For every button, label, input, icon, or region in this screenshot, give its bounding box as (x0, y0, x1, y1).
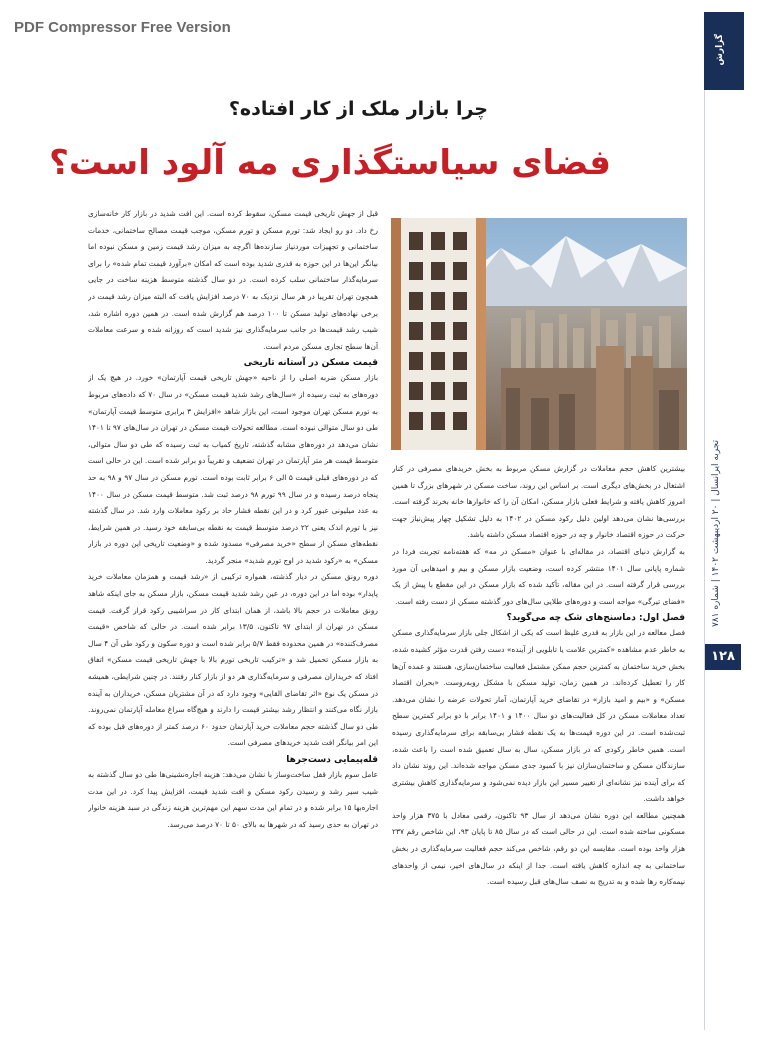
watermark-text: PDF Compressor Free Version (14, 19, 231, 36)
paragraph: دوره رونق مسکن در دیار گذشته، همواره ترکیبی از «رشد قیمت و همزمان معاملات خرید پایدار» بوده اما در این دوره، در عین رشد شدید قیمت مسکن، بازار مسکن به جای اینکه شاهد رونق معاملات در حجم بالا باشد، از همان ابتدای کار در سراشیبی رکود قرار گرفت. قیمت مسکن در تهران از ابتدای ۹۷ تاکنون، ۱۳/۵ برابر شده است. در حالی که شاخص «قیمت مصرف‌کننده» در همین محدوده فقط ۵/۷ برابر شده است و دوره سکون و رکود طی آن ۴ سال به بازار مسکن تحمیل شد و «ترکیب تاریخی تورم بالا با جهش تاریخی قیمت مسکن» اتفاق افتاد که خریداران مصرفی و سرمایه‌گذاری هر دو از بازار کنار رفتند. در چنین شرایطی، همیشه در مسکن یک نوع «اثر تقاضای القایی» وجود دارد که در آن مشتریان مسکن، خریداران به آینده بازار نگاه می‌کنند و انتظار رشد بیشتر قیمت را دارند و هیچ‌گاه سراغ معامله آپارتمان نمی‌روند. طی دو سال گذشته حجم معاملات خرید آپارتمان حدود ۶۰ درصد کمتر از دوره‌های قبل بوده که این امر بیانگر افت شدید خریدهای مصرفی است. (88, 572, 378, 748)
section-tab-label: گزارش (715, 34, 725, 66)
kicker-title: چرا بازار ملک از کار افتاده؟ (228, 98, 488, 120)
paragraph: همچنین مطالعه این دوره نشان می‌دهد از سال ۹۳ تاکنون، رقمی معادل با ۳۷۵ هزار واحد مسکونی ساخته شده است. این در حالی است که در سال ۸۵ تا پایان ۹۳، این شاخص رقم ۲۳۷ هزار واحد بوده است. مقایسه این دو رقم، شاخص می‌کند حجم فعالیت سرمایه‌گذاری در بخش ساختمانی به چه اندازه کاهش یافته است. جدا از اینکه در سال‌های اخیر، نیمی از واحدهای نیمه‌کاره رها شده و به تدریج به نصف سال‌های قبل رسیده است. (392, 810, 685, 887)
paragraph: فصل معالعه در این بازار به قدری غلیظ است که یکی از اشکال جلی بازار سرمایه‌گذاری مسکن به خاطر عدم مشاهده «کمترین علامت یا تابلویی از آینده» دست رفتن قدرت مؤثر کشیده شده، بخش خرید ساختمان به کمترین حجم ممکن مشتمل فعالیت ساختمان‌سازی، هستند و عمده آن‌ها کار را تعطیل کرده‌اند. در همین زمان، تولید مسکن با مشکل روبه‌روست. «بحران اقتصاد مسکن» و «بیم و امید بازار» در تقاضای خرید آپارتمان، آمار تحولات عرضه را نشان می‌دهد. تعداد معاملات مسکن در کل فعالیت‌های دو سال ۱۴۰۰ و ۱۴۰۱ برابر با دو برابر کمترین سطح ثبت‌شده است. در این دوره قیمت‌ها به یک نقطه فشار بی‌سابقه برای سرمایه‌گذاری رسیده است. همین خاطر رکودی که در بازار مسکن، سال به سال تعمیق شده است را باعث شده، سازندگان مسکن و ساختمان‌سازان نیز با کمبود جدی مسکن مواجه شده‌اند. این روند نشان داد که برای آینده نیز نشانه‌ای از تغییر مسیر این بازار دیده نمی‌شود و سرمایه‌گذاری کاهش بیشتری خواهد داشت. (392, 628, 685, 804)
paragraph: قبل از جهش تاریخی قیمت مسکن، سقوط کرده است. این افت شدید در بازار کار خانه‌سازی رخ داد. دو رو ایجاد شد: تورم مسکن و تورم مسکن، موجب قیمت مصالح ساختمانی، خدمات ساختمانی و تجهیزات موردنیاز سازنده‌ها اگرچه به میزان رشد قیمت زمین و مسکن نبوده اما بیانگر این‌ها در این حوزه به قدری شدید بوده است که امکان «برآورد قیمت تمام شده» را برای سرمایه‌گذار ساختمانی سلب کرده است. در دو سال گذشته متوسط هزینه ساخت در جایی همچون تهران تقریبا در هر سال نزدیک به ۷۰ درصد افزایش یافت که البته میزان رشد قیمت در برخی نهاده‌های تولید مسکن تا ۱۰۰ درصد هم گزارش شده است. در همین دوره اشاره شد، شیب رشد قیمت‌ها در جانب سرمایه‌گذاری نیز شدید است که روزانه شده و سرعت معاملات آن‌ها سطح تجاری مسکن مردم است. (88, 209, 378, 351)
issue-meta: تجربه ایرانسال | ۲۰ اردیبهشت ۱۴۰۲ | شماره ۷۸۱ (711, 440, 721, 628)
article-column-left (88, 206, 378, 981)
subheading: قله‌پیمایی دست‌جرها (286, 755, 378, 765)
paragraph: بازار مسکن ضربه اصلی را از ناحیه «جهش تاریخی قیمت آپارتمان» خورد. در هیچ یک از دوره‌های به ثبت رسیده از «سال‌های رشد شدید قیمت مسکن» در سال ۷۰ که داده‌های مربوط به تورم مسکن تهران موجود است، این بازار شاهد «افزایش ۳ برابری متوسط قیمت آپارتمان» طی دو سال متوالی نبوده است. مطالعه تحولات قیمت مسکن در تهران در سال‌های ۹۷ تا ۱۴۰۱ نشان می‌دهد در دوره‌های مشابه گذشته، تاریخ کمیاب به ثبت رسیده که طی دو سال متوالی، متوسط قیمت هر متر آپارتمان در تهران تضعیف و تقریباً دو برابر شده است. این در حالی است که در دوره‌های قبلی قیمت ۵ الی ۶ برابر ثابت بوده است. تورم مسکن در سال ۹۷ و ۹۸ به حد پنجاه درصد رسیده و در سال ۹۹ تورم ۹۸ درصد ثبت شد. متوسط قیمت مسکن در سال ۱۴۰۰ به عدد میلیونی عبور کرد و در این نقطه فشار حاد بر رکود معاملات وارد شد. در سال گذشته نیز با تورم اندک یعنی ۲۲ درصد متوسط قیمت به نقطه بی‌سابقه خود رسید. در همین شرایط، نقطه‌های مسکن از سطح «خرید مصرفی» مسدود شده و «وضعیت تاریخی این دوره در بازار مسکن» به «رکود شدید در اوج تورم شدید» منجر گردید. (88, 373, 378, 565)
city-skyline-photo (391, 218, 687, 450)
article-column-right (392, 461, 685, 981)
headline: فضای سیاستگذاری مه آلود است؟ (49, 143, 611, 183)
paragraph: عامل سوم بازار قفل ساخت‌وساز با نشان می‌دهد: هزینه اجاره‌نشینی‌ها طی دو سال گذشته به شیب سیر رشد و رسیدن رکود مسکن و افت شدید قیمت، افزایش پیدا کرد. در این مدت اجاره‌بها ۱۵ برابر شده و در تمام این مدت سهم این مهم‌ترین هزینه زندگی در سبد هزینه خانوار در تهران به حدی رسید که در شهرها به بالای ۵۰ تا ۷۰ درصد می‌رسد. (88, 770, 378, 829)
section-tab (704, 12, 744, 90)
paragraph: به گزارش دنیای اقتصاد، در مقاله‌ای با عنوان «مسکن در مه» که هفته‌نامه تجربت فردا در شماره پایانی سال ۱۴۰۱ منتشر کرده است، وضعیت بازار مسکن و بیم و امیدهایی آن مورد بررسی قرار گرفته است. در این مقاله، تأکید شده که بازار مسکن در این مقطع با پیش از یک «فضای تیرگی» مواجه است و دوره‌های طلایی سال‌های دور گذشته مسکن از دست رفته است. (392, 546, 685, 606)
side-divider (704, 90, 705, 1030)
subheading: قیمت مسکن در آستانه تاریخی (243, 358, 378, 369)
page-number: ۱۲۸ (705, 644, 741, 670)
paragraph: بیشترین کاهش حجم معاملات در گزارش مسکن مربوط به بخش خریدهای مصرفی در کنار اشتغال در بخش‌های دیگری است. بر اساس این روند، ساخت مسکن در شهرهای بزرگ تا همین امروز کاهش یافته و شرایط فعلی بازار مسکن، امکان آن را که خانوارها خانه بخرند گرفته است. بررسی‌ها نشان می‌دهد اولین دلیل رکود مسکن در ۱۴۰۲ به دلیل تشکیل چهار پیش‌نیاز جهت حرکت در حوزه اقتصاد خانوار و چه در حوزه اقتصاد مسکن داشته باشد. (392, 464, 685, 540)
subheading: فصل اول: دماسنج‌های شک چه می‌گوید؟ (506, 613, 685, 624)
